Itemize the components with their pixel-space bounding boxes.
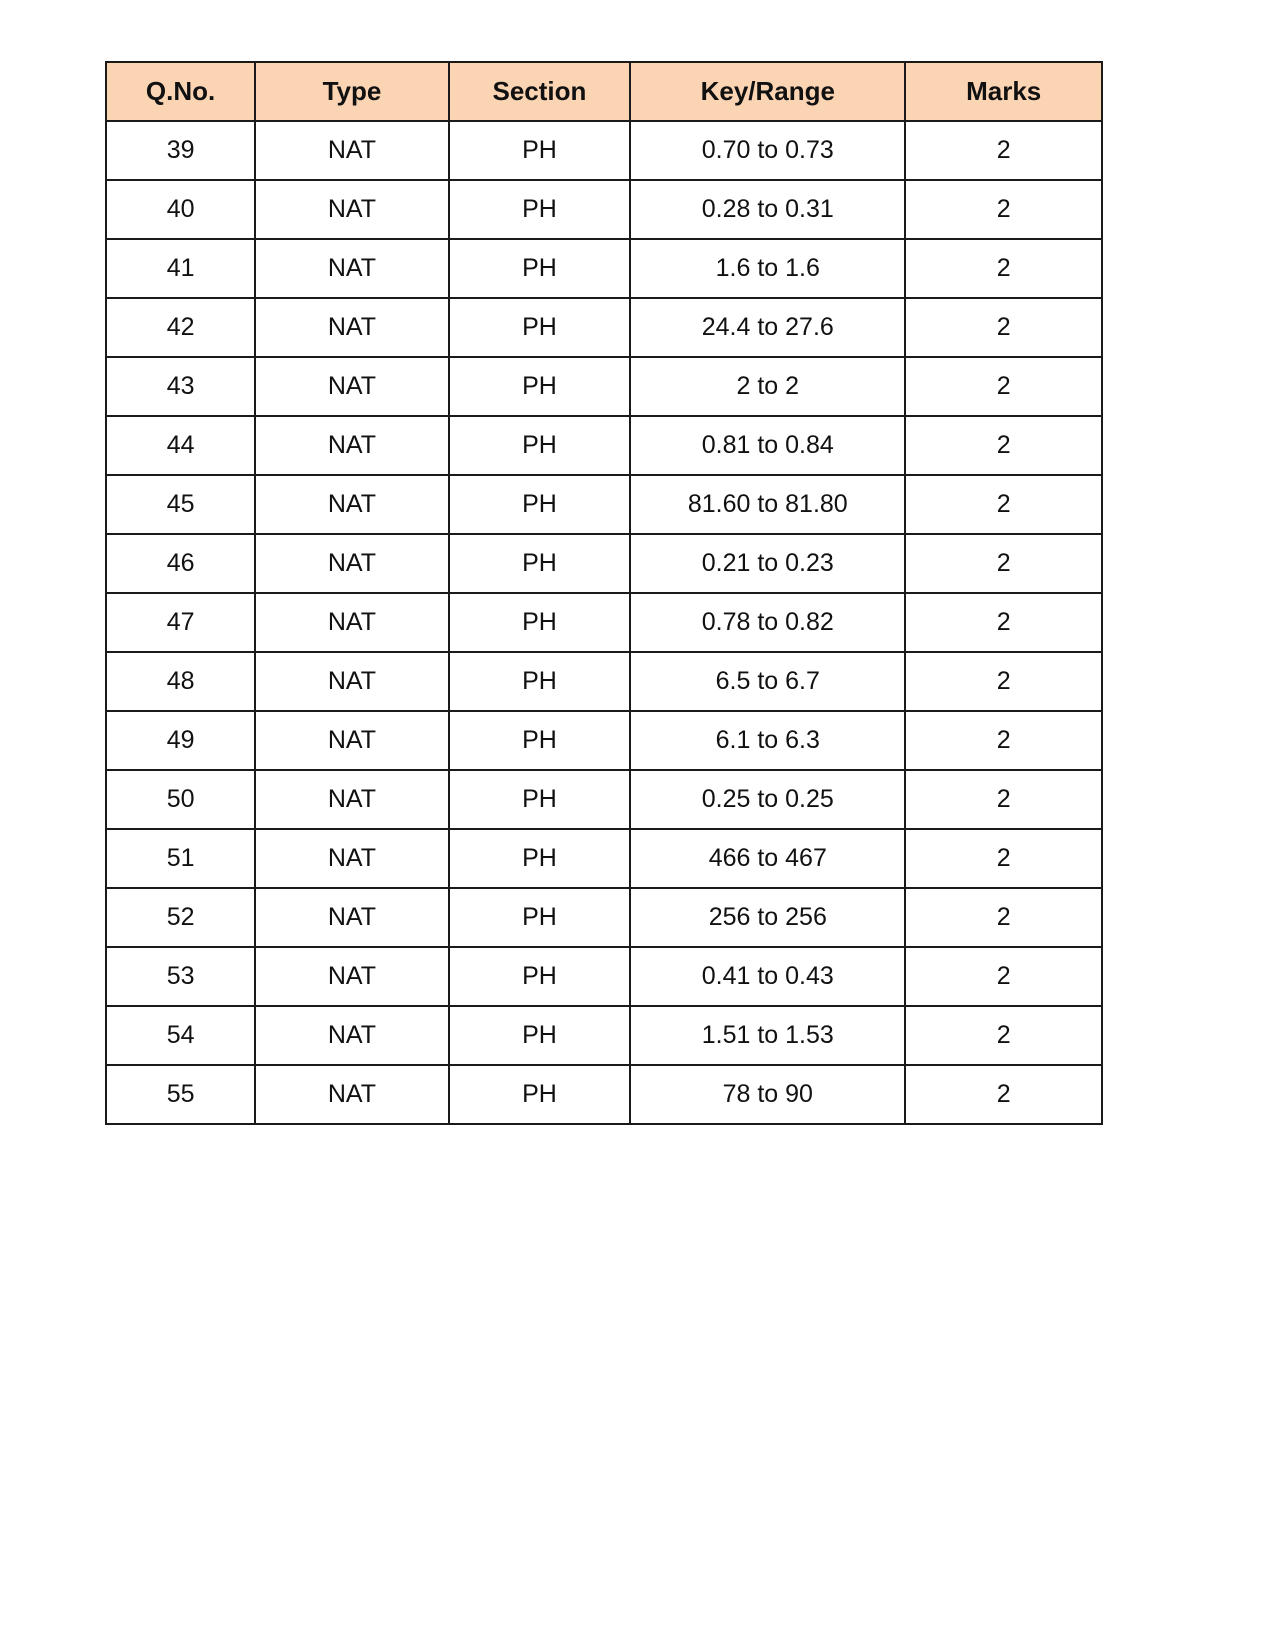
section-cell: PH xyxy=(449,770,630,829)
key-range-cell: 78 to 90 xyxy=(630,1065,905,1124)
section-cell: PH xyxy=(449,652,630,711)
key-range-cell: 6.5 to 6.7 xyxy=(630,652,905,711)
table-row xyxy=(106,475,1102,534)
header-marks: Marks xyxy=(905,62,1102,121)
table-row xyxy=(106,298,1102,357)
type-cell: NAT xyxy=(255,829,449,888)
marks-cell: 2 xyxy=(905,593,1102,652)
marks-cell: 2 xyxy=(905,711,1102,770)
qno-cell: 40 xyxy=(106,180,255,239)
marks-cell: 2 xyxy=(905,1006,1102,1065)
marks-cell: 2 xyxy=(905,770,1102,829)
table-row xyxy=(106,652,1102,711)
qno-cell: 55 xyxy=(106,1065,255,1124)
key-range-cell: 1.6 to 1.6 xyxy=(630,239,905,298)
section-cell: PH xyxy=(449,357,630,416)
header-key-range: Key/Range xyxy=(630,62,905,121)
marks-cell: 2 xyxy=(905,298,1102,357)
qno-cell: 44 xyxy=(106,416,255,475)
type-cell: NAT xyxy=(255,416,449,475)
qno-cell: 42 xyxy=(106,298,255,357)
type-cell: NAT xyxy=(255,1065,449,1124)
section-cell: PH xyxy=(449,534,630,593)
key-range-cell: 0.25 to 0.25 xyxy=(630,770,905,829)
key-range-cell: 2 to 2 xyxy=(630,357,905,416)
qno-cell: 48 xyxy=(106,652,255,711)
key-range-cell: 466 to 467 xyxy=(630,829,905,888)
table-row xyxy=(106,1006,1102,1065)
type-cell: NAT xyxy=(255,770,449,829)
marks-cell: 2 xyxy=(905,829,1102,888)
section-cell: PH xyxy=(449,298,630,357)
marks-cell: 2 xyxy=(905,357,1102,416)
key-range-cell: 0.78 to 0.82 xyxy=(630,593,905,652)
qno-cell: 45 xyxy=(106,475,255,534)
type-cell: NAT xyxy=(255,357,449,416)
key-range-cell: 6.1 to 6.3 xyxy=(630,711,905,770)
type-cell: NAT xyxy=(255,180,449,239)
type-cell: NAT xyxy=(255,888,449,947)
qno-cell: 41 xyxy=(106,239,255,298)
table-row xyxy=(106,239,1102,298)
table-row xyxy=(106,534,1102,593)
type-cell: NAT xyxy=(255,298,449,357)
section-cell: PH xyxy=(449,1065,630,1124)
type-cell: NAT xyxy=(255,1006,449,1065)
marks-cell: 2 xyxy=(905,652,1102,711)
section-cell: PH xyxy=(449,121,630,180)
marks-cell: 2 xyxy=(905,121,1102,180)
header-row xyxy=(106,62,1102,121)
key-range-cell: 0.81 to 0.84 xyxy=(630,416,905,475)
qno-cell: 54 xyxy=(106,1006,255,1065)
key-range-cell: 24.4 to 27.6 xyxy=(630,298,905,357)
table-row xyxy=(106,357,1102,416)
key-range-cell: 0.21 to 0.23 xyxy=(630,534,905,593)
section-cell: PH xyxy=(449,593,630,652)
qno-cell: 52 xyxy=(106,888,255,947)
qno-cell: 46 xyxy=(106,534,255,593)
table-row xyxy=(106,947,1102,1006)
qno-cell: 39 xyxy=(106,121,255,180)
table-row xyxy=(106,180,1102,239)
section-cell: PH xyxy=(449,475,630,534)
qno-cell: 53 xyxy=(106,947,255,1006)
table-row xyxy=(106,121,1102,180)
key-range-cell: 81.60 to 81.80 xyxy=(630,475,905,534)
type-cell: NAT xyxy=(255,534,449,593)
type-cell: NAT xyxy=(255,121,449,180)
marks-cell: 2 xyxy=(905,534,1102,593)
section-cell: PH xyxy=(449,947,630,1006)
section-cell: PH xyxy=(449,180,630,239)
header-qno: Q.No. xyxy=(106,62,255,121)
marks-cell: 2 xyxy=(905,416,1102,475)
marks-cell: 2 xyxy=(905,180,1102,239)
section-cell: PH xyxy=(449,829,630,888)
table-row xyxy=(106,593,1102,652)
table-row xyxy=(106,888,1102,947)
qno-cell: 47 xyxy=(106,593,255,652)
type-cell: NAT xyxy=(255,711,449,770)
marks-cell: 2 xyxy=(905,888,1102,947)
marks-cell: 2 xyxy=(905,947,1102,1006)
section-cell: PH xyxy=(449,239,630,298)
table-body xyxy=(106,121,1102,1124)
qno-cell: 51 xyxy=(106,829,255,888)
section-cell: PH xyxy=(449,711,630,770)
table-row xyxy=(106,770,1102,829)
section-cell: PH xyxy=(449,416,630,475)
type-cell: NAT xyxy=(255,947,449,1006)
table-row xyxy=(106,1065,1102,1124)
key-range-cell: 1.51 to 1.53 xyxy=(630,1006,905,1065)
type-cell: NAT xyxy=(255,475,449,534)
table-row xyxy=(106,711,1102,770)
table-row xyxy=(106,829,1102,888)
key-range-cell: 0.70 to 0.73 xyxy=(630,121,905,180)
type-cell: NAT xyxy=(255,652,449,711)
table-row xyxy=(106,416,1102,475)
marks-cell: 2 xyxy=(905,239,1102,298)
key-range-cell: 256 to 256 xyxy=(630,888,905,947)
section-cell: PH xyxy=(449,888,630,947)
key-range-cell: 0.28 to 0.31 xyxy=(630,180,905,239)
header-type: Type xyxy=(255,62,449,121)
marks-cell: 2 xyxy=(905,475,1102,534)
type-cell: NAT xyxy=(255,593,449,652)
qno-cell: 49 xyxy=(106,711,255,770)
qno-cell: 43 xyxy=(106,357,255,416)
header-section: Section xyxy=(449,62,630,121)
qno-cell: 50 xyxy=(106,770,255,829)
type-cell: NAT xyxy=(255,239,449,298)
marks-cell: 2 xyxy=(905,1065,1102,1124)
section-cell: PH xyxy=(449,1006,630,1065)
key-range-cell: 0.41 to 0.43 xyxy=(630,947,905,1006)
answer-key-table xyxy=(105,61,1103,1125)
